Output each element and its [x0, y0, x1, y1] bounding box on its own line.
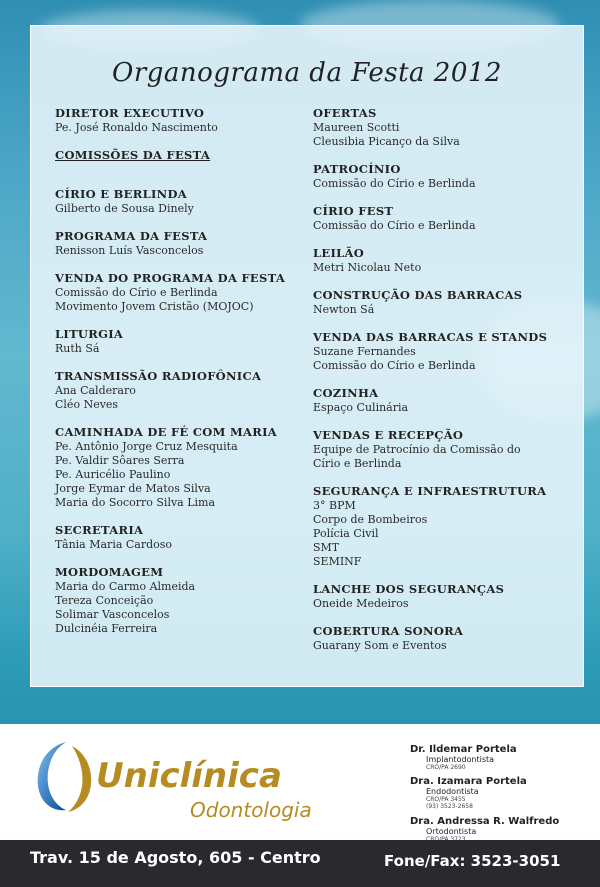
committee-section	[313, 624, 563, 653]
member-name: Polícia Civil	[313, 527, 379, 540]
uniclinica-logo-icon	[32, 738, 96, 814]
committee-heading: PROGRAMA DA FESTA	[55, 229, 208, 243]
committee-heading: CAMINHADA DE FÉ COM MARIA	[55, 425, 277, 439]
member-name: 3° BPM	[313, 499, 356, 512]
member-name: Equipe de Patrocínio da Comissão do	[313, 443, 521, 456]
committee-section	[313, 106, 563, 149]
member-name: Pe. Valdir Sôares Serra	[55, 454, 185, 467]
doctor-entry	[410, 744, 517, 771]
committee-section	[313, 204, 563, 233]
committee-heading: VENDAS E RECEPÇÃO	[313, 428, 464, 442]
committee-heading: LITURGIA	[55, 327, 124, 341]
member-name: Jorge Eymar de Matos Silva	[55, 482, 211, 495]
committee-section	[313, 330, 563, 373]
committee-section	[55, 565, 305, 636]
member-name: Círio e Berlinda	[313, 457, 402, 470]
doctor-specialty: Endodontista	[426, 787, 479, 796]
address-text: Trav. 15 de Agosto, 605 - Centro	[30, 848, 321, 867]
member-name: Pe. Antônio Jorge Cruz Mesquita	[55, 440, 238, 453]
member-name: Pe. Auricélio Paulino	[55, 468, 171, 481]
member-name: Comissão do Círio e Berlinda	[313, 359, 476, 372]
committee-heading: TRANSMISSÃO RADIOFÔNICA	[55, 369, 262, 383]
doctor-entry	[410, 776, 527, 810]
committee-section	[55, 187, 305, 216]
committee-section	[55, 425, 305, 510]
committee-section	[313, 246, 563, 275]
committee-section	[55, 148, 305, 163]
committee-section	[55, 327, 305, 356]
member-name: Tânia Maria Cardoso	[55, 538, 173, 551]
committee-heading: VENDA DAS BARRACAS E STANDS	[313, 330, 548, 344]
committee-section	[55, 106, 305, 135]
member-name: Comissão do Círio e Berlinda	[313, 177, 476, 190]
footer-bar	[0, 840, 600, 887]
member-name: Maria do Socorro Silva Lima	[55, 496, 216, 509]
member-name: Newton Sá	[313, 303, 375, 316]
member-name: Movimento Jovem Cristão (MOJOC)	[55, 300, 254, 313]
member-name: Corpo de Bombeiros	[313, 513, 428, 526]
right-column	[313, 106, 563, 666]
committee-heading: COBERTURA SONORA	[313, 624, 464, 638]
committee-heading: PATROCÍNIO	[313, 162, 401, 176]
member-name: Renisson Luís Vasconcelos	[55, 244, 204, 257]
phone-text: Fone/Fax: 3523-3051	[384, 852, 561, 870]
member-name: Espaço Culinária	[313, 401, 409, 414]
member-name: Gilberto de Sousa Dinely	[55, 202, 194, 215]
committee-section	[313, 386, 563, 415]
member-name: Tereza Conceição	[55, 594, 154, 607]
member-name: Ana Calderaro	[55, 384, 136, 397]
committee-section	[55, 271, 305, 314]
committee-section	[313, 288, 563, 317]
member-name: SEMINF	[313, 555, 362, 568]
committee-heading: SEGURANÇA E INFRAESTRUTURA	[313, 484, 547, 498]
committee-section	[313, 162, 563, 191]
member-name: Suzane Fernandes	[313, 345, 416, 358]
doctor-cro: CRO/PA 3455	[426, 796, 466, 803]
committee-heading: CONSTRUÇÃO DAS BARRACAS	[313, 288, 523, 302]
committee-section	[313, 484, 563, 569]
committee-heading: CÍRIO E BERLINDA	[55, 187, 187, 201]
member-name: Maureen Scotti	[313, 121, 400, 134]
brand-name: Uniclínica	[96, 756, 282, 796]
member-name: Metri Nicolau Neto	[313, 261, 422, 274]
doctor-specialty: Implantodontista	[426, 755, 495, 764]
committee-section	[313, 428, 563, 471]
left-column	[55, 106, 305, 649]
member-name: SMT	[313, 541, 340, 554]
committee-section	[313, 582, 563, 611]
doctor-name: Dra. Andressa R. Walfredo	[410, 816, 560, 827]
committee-heading: LEILÃO	[313, 246, 365, 260]
organogram-panel	[30, 25, 584, 687]
doctor-phone: (93) 3523-2658	[426, 803, 473, 810]
committee-section	[55, 229, 305, 258]
member-name: Ruth Sá	[55, 342, 100, 355]
doctor-name: Dra. Izamara Portela	[410, 776, 527, 787]
brand-subtitle: Odontologia	[190, 798, 312, 822]
committee-section	[55, 523, 305, 552]
doctor-cro: CRO/PA 2690	[426, 764, 466, 771]
member-name: Cléo Neves	[55, 398, 119, 411]
doctor-entry	[410, 816, 559, 843]
committee-heading: COZINHA	[313, 386, 379, 400]
committee-heading: VENDA DO PROGRAMA DA FESTA	[55, 271, 286, 285]
committee-heading: DIRETOR EXECUTIVO	[55, 106, 205, 120]
member-name: Cleusibia Picanço da Silva	[313, 135, 460, 148]
member-name: Comissão do Círio e Berlinda	[55, 286, 218, 299]
committee-heading: SECRETARIA	[55, 523, 144, 537]
member-name: Pe. José Ronaldo Nascimento	[55, 121, 218, 134]
doctor-name: Dr. Ildemar Portela	[410, 744, 517, 755]
member-name: Guarany Som e Eventos	[313, 639, 447, 652]
member-name: Comissão do Círio e Berlinda	[313, 219, 476, 232]
member-name: Maria do Carmo Almeida	[55, 580, 196, 593]
page-title: Organograma da Festa 2012	[112, 58, 502, 88]
member-name: Solimar Vasconcelos	[55, 608, 170, 621]
committee-section	[55, 369, 305, 412]
committee-heading: MORDOMAGEM	[55, 565, 164, 579]
committee-heading: CÍRIO FEST	[313, 204, 394, 218]
member-name: Oneide Medeiros	[313, 597, 409, 610]
sponsor-ad	[0, 724, 600, 840]
committee-heading: LANCHE DOS SEGURANÇAS	[313, 582, 505, 596]
committee-heading: COMISSÕES DA FESTA	[55, 148, 211, 162]
member-name: Dulcinéia Ferreira	[55, 622, 158, 635]
committee-heading: OFERTAS	[313, 106, 377, 120]
doctor-specialty: Ortodontista	[426, 827, 477, 836]
